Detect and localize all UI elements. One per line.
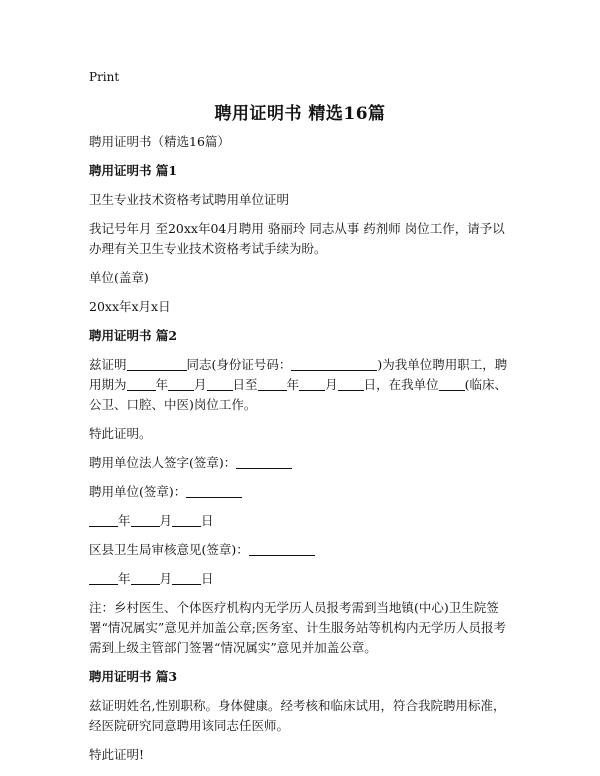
document-subtitle: 聘用证明书（精选16篇） xyxy=(89,134,230,149)
paragraph: 特此证明。 xyxy=(89,426,152,441)
date-line: 年 月 日 xyxy=(89,511,514,531)
paragraph: 20xx年x月x日 xyxy=(89,299,171,314)
paragraph: 单位(盖章) xyxy=(89,270,149,285)
print-label[interactable]: Print xyxy=(89,70,120,84)
blank-name xyxy=(127,356,187,371)
paragraph: 兹证明姓名,性别职称。身体健康。经考核和临床试用，符合我院聘用标准，经医院研究同意聘用该同志任医师。 xyxy=(89,698,506,733)
signature-line: 聘用单位法人签字(签章)： xyxy=(89,453,514,473)
section-heading-1: 聘用证明书 篇1 xyxy=(89,163,178,178)
note-paragraph: 注：乡村医生、个体医疗机构内无学历人员报考需到当地镇(中心)卫生院签署“情况属实”意见并加盖公章;医务室、计生服务站等机构内无学历人员报考需到上级主管部门签署“情况属实”意见并加盖公章。 xyxy=(89,600,506,655)
date-line: 年 月 日 xyxy=(89,569,514,589)
paragraph: 我记号年月 至20xx年04月聘用 骆丽玲 同志从事 药剂师 岗位工作，请予以办理有关卫生专业技术资格考试手续为盼。 xyxy=(89,221,505,256)
document-body xyxy=(89,132,514,774)
paragraph: 卫生专业技术资格考试聘用单位证明 xyxy=(89,192,290,207)
section-heading-2: 聘用证明书 篇2 xyxy=(89,328,178,343)
page-title: 聘用证明书 精选16篇 xyxy=(214,104,386,124)
seal-line: 聘用单位(签章)： xyxy=(89,482,514,502)
blank-id xyxy=(291,356,377,371)
district-opinion-line: 区县卫生局审核意见(签章)： xyxy=(89,540,514,560)
section-heading-3: 聘用证明书 篇3 xyxy=(89,669,178,684)
certificate-paragraph: 兹证明 同志(身份证号码： )为我单位聘用职工，聘用期为 年 月 日至 年 月 日，在我单位 (临床、公卫、口腔、中医)岗位工作。 xyxy=(89,357,508,412)
paragraph: 特此证明! xyxy=(89,747,145,762)
